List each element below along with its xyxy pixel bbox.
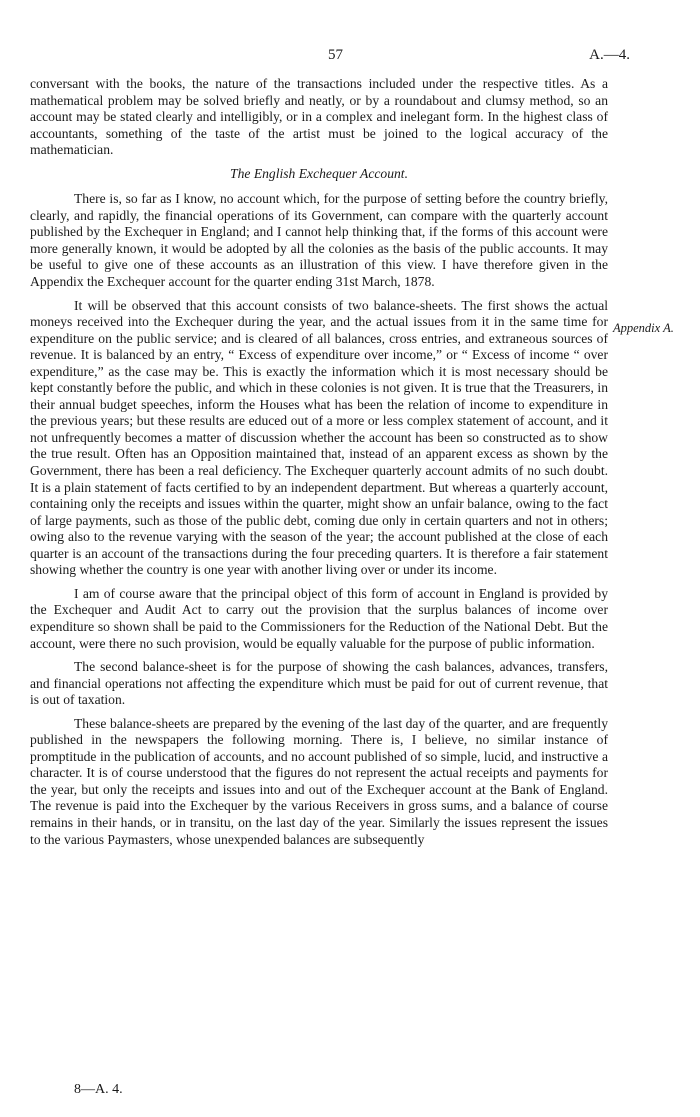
paragraph-second-balance-sheet: The second balance-sheet is for the purpose of showing the cash balances, advances, transfers, and financial operations not affecting the expenditure which must be paid for out of current revenue, that is out of taxation. (30, 659, 608, 708)
page-number: 57 (328, 47, 343, 63)
paragraph-principal-object: I am of course aware that the principal object of this form of account in England is provided by the Exchequer and Audit Act to carry out the provision that the surplus balances of income over expenditure so shown shall be paid to the Commissioners for the Reduction of the National Debt. But the account, were there no such provision, would be equally valuable for the purpose of public information. (30, 585, 608, 651)
document-reference: A.—4. (589, 47, 630, 63)
page-body (30, 76, 608, 855)
paragraph-exchequer-account: There is, so far as I know, no account which, for the purpose of setting before the country briefly, clearly, and rapidly, the financial operations of its Government, can compare with the quarterly account published by the Exchequer in England; and I cannot help thinking that, if the forms of this account were more generally known, it would be adopted by all the colonies as the basis of the public accounts. It may be useful to give one of these accounts as an illustration of this view. I have therefore given in the Appendix the Exchequer account for the quarter ending 31st March, 1878. (30, 191, 608, 290)
paragraph-intro: conversant with the books, the nature of the transactions included under the respective titles. As a mathematical problem may be solved briefly and neatly, or by a roundabout and clumsy method, so an account may be stated clearly and intelligibly, or in a complex and inelegant form. In the highest class of accountants, something of the taste of the artist must be joined to the logical accuracy of the mathematician. (30, 76, 608, 158)
signature-mark: 8—A. 4. (74, 1082, 123, 1097)
paragraph-publication: These balance-sheets are prepared by the evening of the last day of the quarter, and are frequently published in the newspapers the following morning. There is, I believe, no similar instance of promptitude in the publication of accounts, and no account published of so simple, lucid, and instructive a character. It is of course understood that the figures do not represent the actual receipts and payments for the year, but only the receipts and issues into and out of the Exchequer account at the Bank of England. The revenue is paid into the Exchequer by the various Receivers in gross sums, and a balance of course remains in their hands, or in transitu, on the last day of the year. Similarly the issues represent the issues to the various Paymasters, whose unexpended balances are subsequently (30, 715, 608, 847)
margin-note-appendix: Appendix A. (613, 321, 674, 335)
section-heading: The English Exchequer Account. (230, 165, 408, 181)
paragraph-balance-sheets: It will be observed that this account consists of two balance-sheets. The first shows the actual moneys received into the Exchequer during the year, and the actual issues from it in the same time for expenditure on the public service; and is cleared of all balances, cross entries, and extraneous sources of revenue. It is balanced by an entry, “ Excess of expenditure over income,” or “ Excess of income “ over expenditure,” as the case may be. This is exactly the information which it is most necessary should be kept constantly before the public, and which in these colonies is not given. It is true that the Treasurers, in their annual budget speeches, inform the Houses what has been the relation of income to expenditure in the previous years; but these results are educed out of a more or less complex statement of account, and it not unfrequently becomes a matter of discussion whether the account has been so constructed as to show the true result. Often has an Opposition maintained that, instead of an apparent excess as shown by the Government, there has been a real deficiency. The Exchequer quarterly account admits of no such doubt. It is a plain statement of facts certified to by an independent department. But whereas a quarterly account, containing only the receipts and issues within the quarter, might show an unfair balance, owing to the fact of large payments, such as those of the public debt, coming due only in certain quarters and not in others; owing also to the revenue varying with the season of the year; the account published at the close of each quarter is an account of the transactions during the four preceding quarters. It is therefore a fair statement showing whether the country is one year with another living over or under its income. (30, 297, 608, 578)
